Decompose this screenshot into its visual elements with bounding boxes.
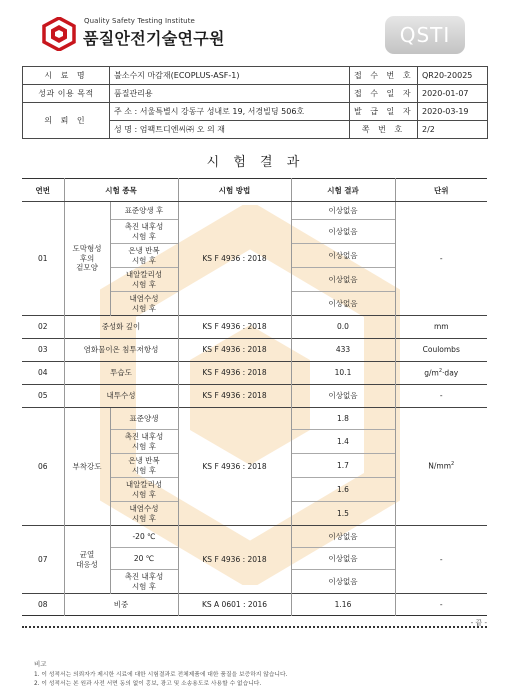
row-01-unit: - <box>395 202 487 316</box>
row-06-sub-3: 온냉 반복 시험 후 <box>110 454 178 478</box>
row-08-result: 1.16 <box>291 594 395 616</box>
header-unit: 단위 <box>395 179 487 202</box>
row-01-sub-3: 온냉 반복 시험 후 <box>110 244 178 268</box>
row-04-unit <box>395 362 487 385</box>
row-04-item: 투습도 <box>64 362 178 385</box>
row-07-no: 07 <box>22 526 64 594</box>
row-07-sub-3: 촉진 내후성 시험 후 <box>110 570 178 594</box>
row-07-result-1: 이상없음 <box>291 526 395 548</box>
row-06-item: 부착강도 <box>64 408 110 526</box>
receipt-number-value: QR20-20025 <box>418 67 488 85</box>
row-06-unit <box>395 408 487 526</box>
row-03-method: KS F 4936 : 2018 <box>178 339 291 362</box>
sample-name-label: 시 료 명 <box>23 67 110 85</box>
page-number-value: 2/2 <box>418 121 488 139</box>
row-06-result-2: 1.4 <box>291 430 395 454</box>
row-08-unit: - <box>395 594 487 616</box>
row-07-result-3: 이상없음 <box>291 570 395 594</box>
note-line-1: 1. 이 성적서는 의뢰자가 제시한 시료에 대한 시험결과로 전체제품에 대한 품질을 보증하지 않습니다. <box>34 672 288 678</box>
row-01-no: 01 <box>22 202 64 316</box>
row-02-unit: mm <box>395 316 487 339</box>
row-07-method: KS F 4936 : 2018 <box>178 526 291 594</box>
note-line-2: 2. 이 성적서는 본 원과 사전 서면 동의 없이 홍보, 광고 및 소송용도로 사용할 수 없습니다. <box>34 681 262 687</box>
row-01-result-3: 이상없음 <box>291 244 395 268</box>
row-01-result-4: 이상없음 <box>291 268 395 292</box>
row-04-unit-base: g/m <box>424 368 439 378</box>
row-08-item: 비중 <box>64 594 178 616</box>
row-06-result-4: 1.6 <box>291 478 395 502</box>
row-04-unit-tail: ·day <box>442 368 459 378</box>
header-no: 연번 <box>22 179 64 202</box>
row-03-item: 염화물이온 침투저항성 <box>64 339 178 362</box>
row-06-sub-1: 표준양생 <box>110 408 178 430</box>
row-05-item: 내투수성 <box>64 385 178 408</box>
row-06-unit-sup: 2 <box>451 461 455 468</box>
row-06-result-3: 1.7 <box>291 454 395 478</box>
row-04-unit-sup: 2 <box>438 367 443 374</box>
issue-date-value: 2020-03-19 <box>418 103 488 121</box>
row-02-no: 02 <box>22 316 64 339</box>
row-08-no: 08 <box>22 594 64 616</box>
notes-heading: 비고 <box>34 660 47 668</box>
results-title: 시 험 결 과 <box>206 155 305 170</box>
row-08-method: KS A 0601 : 2016 <box>178 594 291 616</box>
row-01-result-2: 이상없음 <box>291 220 395 244</box>
row-06-sub-5: 내염수성 시험 후 <box>110 502 178 526</box>
client-address: 주 소 : 서울특별시 강동구 성내로 19, 서경빌딩 506호 <box>110 103 350 121</box>
row-06-sub-2: 촉진 내후성 시험 후 <box>110 430 178 454</box>
row-06-no: 06 <box>22 408 64 526</box>
row-04-method: KS F 4936 : 2018 <box>178 362 291 385</box>
row-05-unit: - <box>395 385 487 408</box>
row-01-result-5: 이상없음 <box>291 292 395 316</box>
test-results-table <box>22 178 487 616</box>
row-01-method: KS F 4936 : 2018 <box>178 202 291 316</box>
row-01-sub-4: 내알칼리성 시험 후 <box>110 268 178 292</box>
row-02-method: KS F 4936 : 2018 <box>178 316 291 339</box>
client-label: 의 뢰 인 <box>23 103 110 139</box>
row-07-item: 균열 대응성 <box>64 526 110 594</box>
row-04-result: 10.1 <box>291 362 395 385</box>
issue-date-label: 발 급 일 자 <box>350 103 418 121</box>
row-05-result: 이상없음 <box>291 385 395 408</box>
dotted-divider <box>22 626 487 628</box>
row-06-method: KS F 4936 : 2018 <box>178 408 291 526</box>
qsti-logo-badge: QSTI <box>385 16 465 54</box>
institute-name-en: Quality Safety Testing Institute <box>84 17 195 25</box>
institute-name-kr: 품질안전기술연구원 <box>83 29 225 48</box>
receipt-date-label: 접 수 일 자 <box>350 85 418 103</box>
row-07-unit: - <box>395 526 487 594</box>
receipt-date-value: 2020-01-07 <box>418 85 488 103</box>
row-07-sub-2: 20 ℃ <box>110 548 178 570</box>
header-test-result: 시험 결과 <box>291 179 395 202</box>
row-06-result-5: 1.5 <box>291 502 395 526</box>
row-06-sub-4: 내알칼리성 시험 후 <box>110 478 178 502</box>
purpose-value: 품질관리용 <box>110 85 350 103</box>
row-01-result-1: 이상없음 <box>291 202 395 220</box>
row-03-no: 03 <box>22 339 64 362</box>
header-test-method: 시험 방법 <box>178 179 291 202</box>
end-mark: - 끝 - <box>470 619 487 627</box>
row-02-result: 0.0 <box>291 316 395 339</box>
row-02-item: 중성화 깊이 <box>64 316 178 339</box>
row-07-sub-1: -20 ℃ <box>110 526 178 548</box>
row-01-sub-2: 촉진 내후성 시험 후 <box>110 220 178 244</box>
client-name: 성 명 : 엄팩트디엔씨㈜ 오 의 재 <box>110 121 350 139</box>
row-06-result-1: 1.8 <box>291 408 395 430</box>
row-04-no: 04 <box>22 362 64 385</box>
row-05-no: 05 <box>22 385 64 408</box>
row-01-item: 도막형성 후의 겉모양 <box>64 202 110 316</box>
row-07-result-2: 이상없음 <box>291 548 395 570</box>
row-05-method: KS F 4936 : 2018 <box>178 385 291 408</box>
row-06-unit-base: N/mm <box>428 461 452 471</box>
sample-name-value: 불소수지 마감재(ECOPLUS-ASF-1) <box>110 67 350 85</box>
page-number-label: 쪽 번 호 <box>350 121 418 139</box>
row-01-sub-5: 내염수성 시험 후 <box>110 292 178 316</box>
row-03-result: 433 <box>291 339 395 362</box>
report-info-table <box>22 66 488 139</box>
institute-logo-icon <box>42 17 76 51</box>
receipt-number-label: 접 수 번 호 <box>350 67 418 85</box>
header-test-item: 시험 종목 <box>64 179 178 202</box>
purpose-label: 성과 이용 목적 <box>23 85 110 103</box>
row-03-unit: Coulombs <box>395 339 487 362</box>
row-01-sub-1: 표준양생 후 <box>110 202 178 220</box>
